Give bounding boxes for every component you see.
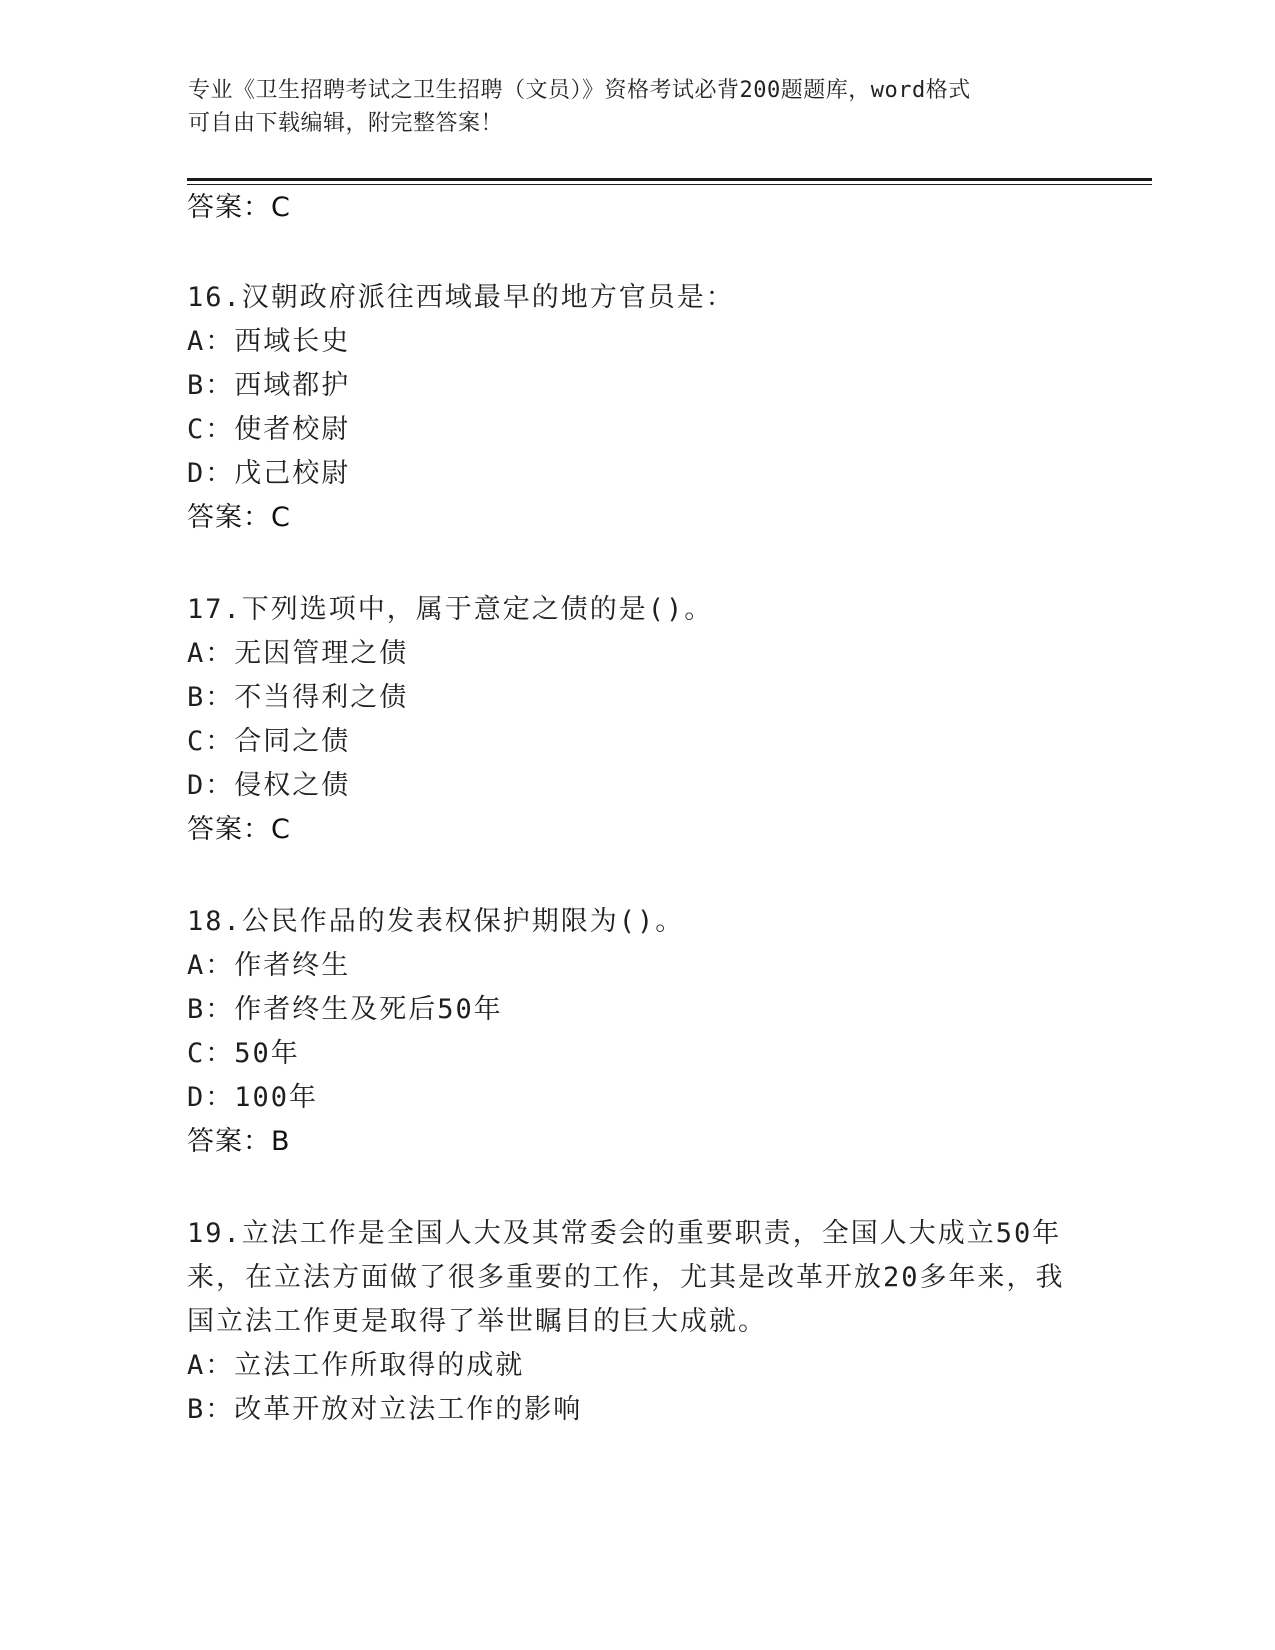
header-line-1: 专业《卫生招聘考试之卫生招聘（文员）》资格考试必背200题题库，word格式 (188, 78, 971, 103)
question-17-option-b: B：不当得利之债 (187, 682, 409, 713)
question-19-stem-line-1: 19.立法工作是全国人大及其常委会的重要职责，全国人大成立50年 (187, 1218, 1062, 1249)
question-17-option-d: D：侵权之债 (187, 770, 351, 801)
question-16-option-a: A：西域长史 (187, 326, 351, 357)
answer-15: 答案：C (187, 192, 291, 223)
question-18-option-b: B：作者终生及死后50年 (187, 994, 503, 1025)
document-header (188, 74, 1088, 140)
question-17-stem: 17.下列选项中，属于意定之债的是()。 (187, 594, 714, 625)
question-19-option-a: A：立法工作所取得的成就 (187, 1350, 525, 1381)
question-19-stem-line-2: 来，在立法方面做了很多重要的工作，尤其是改革开放20多年来，我 (187, 1262, 1065, 1293)
question-19-stem-line-3: 国立法工作更是取得了举世瞩目的巨大成就。 (187, 1306, 767, 1337)
question-18-option-c: C：50年 (187, 1038, 300, 1069)
answer-18: 答案：B (187, 1126, 291, 1157)
question-18-option-a: A：作者终生 (187, 950, 351, 981)
question-16-stem: 16.汉朝政府派往西域最早的地方官员是： (187, 282, 735, 313)
question-16-option-d: D：戊己校尉 (187, 458, 351, 489)
header-line-2: 可自由下载编辑，附完整答案！ (188, 111, 504, 136)
question-18-option-d: D：100年 (187, 1082, 319, 1113)
answer-17: 答案：C (187, 814, 291, 845)
question-19-option-b: B：改革开放对立法工作的影响 (187, 1394, 583, 1425)
question-17-option-a: A：无因管理之债 (187, 638, 409, 669)
question-16-option-b: B：西域都护 (187, 370, 351, 401)
header-rule-thick (187, 178, 1152, 181)
header-rule-thin (187, 184, 1152, 185)
question-18-stem: 18.公民作品的发表权保护期限为()。 (187, 906, 685, 937)
question-17-option-c: C：合同之债 (187, 726, 351, 757)
question-16-option-c: C：使者校尉 (187, 414, 351, 445)
answer-16: 答案：C (187, 502, 291, 533)
